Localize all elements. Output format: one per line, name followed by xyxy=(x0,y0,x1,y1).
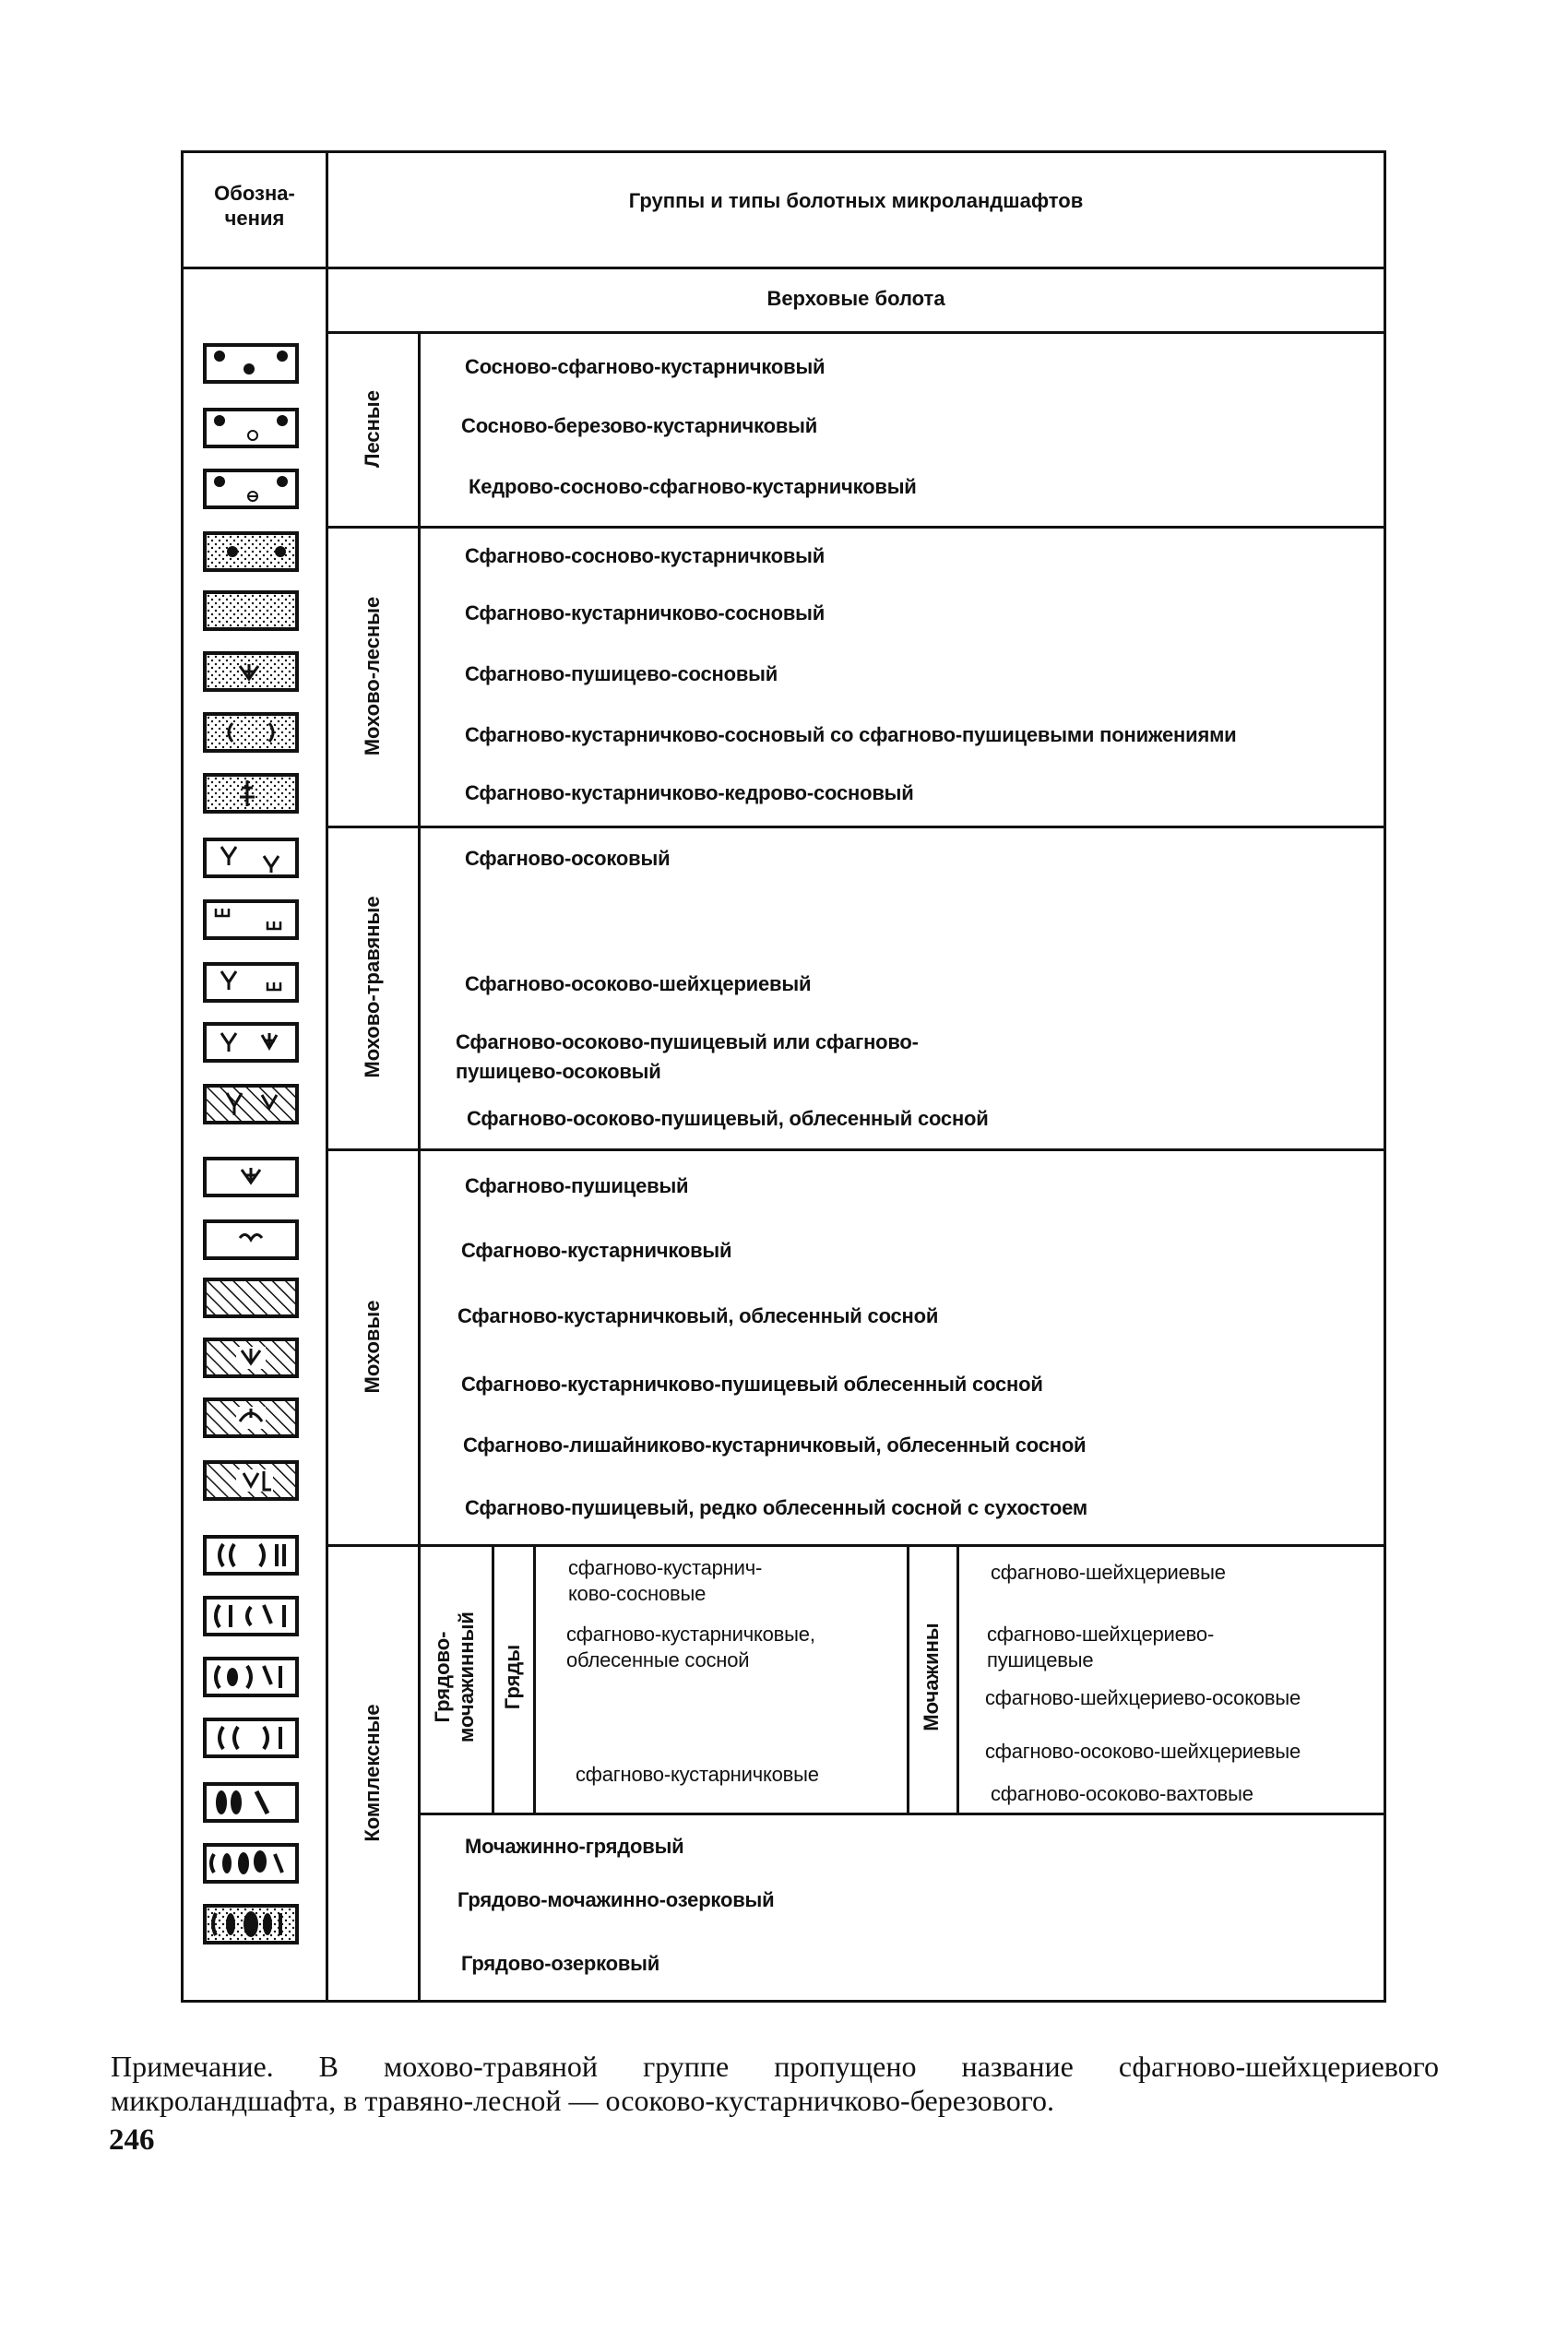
ridge-item: сфагново-кустарничковые xyxy=(576,1763,819,1786)
list-item: Грядово-мочажинно-озерковый xyxy=(457,1888,775,1911)
list-item: Сфагново-кустарничковый, облесенный сосной xyxy=(457,1304,939,1327)
ridges-label: Гряды xyxy=(501,1644,524,1710)
hollow-item: сфагново-осоково-вахтовые xyxy=(991,1782,1253,1805)
list-item: Сфагново-сосново-кустарничковый xyxy=(465,544,826,567)
list-item: Сфагново-осоково-пушицевый, облесенный сосной xyxy=(467,1107,989,1130)
hatched-dead-tree-symbol xyxy=(203,1460,299,1501)
group-label-moss: Моховые xyxy=(361,1300,384,1394)
hatched-symbol xyxy=(203,1278,299,1318)
list-item: Сфагново-осоково-пушицевый или сфагново- пушицево-осоковый xyxy=(456,1030,919,1083)
list-item: Сфагново-лишайниково-кустарничковый, облесенный сосной xyxy=(463,1433,1087,1457)
hatched-sedge-symbol xyxy=(203,1084,299,1124)
complex-symbol-2 xyxy=(203,1596,299,1636)
header-groups: Группы и типы болотных микроландшафтов xyxy=(628,189,1084,212)
list-item: Мочажинно-грядовый xyxy=(465,1835,684,1858)
group-label-moss-forest: Мохово-лесные xyxy=(361,596,384,756)
hollow-item: сфагново-осоково-шейхцериевые xyxy=(985,1740,1301,1763)
list-item: Кедрово-сосново-сфагново-кустарничковый xyxy=(469,475,917,498)
hollow-item: сфагново-шейхцериевые xyxy=(991,1561,1226,1584)
complex-symbol-7 xyxy=(203,1904,299,1944)
sedge-cottongrass-symbol xyxy=(203,1022,299,1063)
group-label-moss-grass: Мохово-травяные xyxy=(361,896,384,1078)
dots-circle-symbol xyxy=(203,408,299,448)
three-dots-symbol xyxy=(203,343,299,384)
list-item: Сфагново-пушицево-сосновый xyxy=(465,662,778,685)
hatched-cottongrass-symbol xyxy=(203,1338,299,1378)
section-title: Верховые болота xyxy=(766,287,945,310)
ridge-item: сфагново-кустарничковые, облесенные сосной xyxy=(566,1623,815,1671)
sub-label-ridge-hollow: Грядово- мочажинный xyxy=(431,1611,478,1742)
stipple-cedar-symbol xyxy=(203,773,299,814)
list-item: Сфагново-кустарничково-сосновый со сфагново-пушицевыми понижениями xyxy=(465,723,1237,746)
hatched-lichen-symbol xyxy=(203,1397,299,1438)
shrub-symbol xyxy=(203,1219,299,1260)
list-item: Сосново-березово-кустарничковый xyxy=(461,414,818,437)
list-item: Сфагново-пушицевый, редко облесенный сосной с сухостоем xyxy=(465,1496,1087,1519)
complex-symbol-1 xyxy=(203,1535,299,1576)
list-item: Сфагново-кустарничково-пушицевый облесенный сосной xyxy=(461,1373,1043,1396)
stipple-cottongrass-symbol xyxy=(203,651,299,692)
dots-theta-symbol xyxy=(203,469,299,509)
complex-symbol-6 xyxy=(203,1843,299,1884)
stipple-symbol xyxy=(203,590,299,631)
page-number: 246 xyxy=(109,2123,155,2157)
list-item: Сфагново-пушицевый xyxy=(465,1174,689,1197)
complex-symbol-4 xyxy=(203,1718,299,1758)
list-item: Сфагново-кустарничково-сосновый xyxy=(465,601,826,624)
sedge-scheuchzeria-symbol xyxy=(203,962,299,1003)
ridge-item: сфагново-кустарнич- ково-сосновые xyxy=(568,1556,763,1605)
hollows-label: Мочажины xyxy=(920,1623,943,1731)
footnote: Примечание. В мохово-травяной группе пропущено название сфагново-шейхцериевого микроландшафта, в травяно-лесной — осоково-кустарничково-березового. xyxy=(111,2050,1439,2117)
cottongrass-symbol xyxy=(203,1157,299,1197)
sedge-symbol xyxy=(203,838,299,878)
header-symbols: Обозна- чения xyxy=(214,182,295,230)
hollow-item: сфагново-шейхцериево-осоковые xyxy=(985,1686,1301,1709)
group-label-complex: Комплексные xyxy=(361,1704,384,1842)
stipple-dots-symbol xyxy=(203,531,299,572)
stipple-hollows-symbol xyxy=(203,712,299,753)
scheuchzeria-symbol xyxy=(203,899,299,940)
hollow-item: сфагново-шейхцериево- пушицевые xyxy=(987,1623,1215,1671)
group-label-forest: Лесные xyxy=(361,390,384,468)
complex-symbol-5 xyxy=(203,1782,299,1823)
list-item: Сфагново-осоково-шейхцериевый xyxy=(465,972,812,995)
list-item: Сфагново-осоковый xyxy=(465,847,671,870)
list-item: Грядово-озерковый xyxy=(461,1952,660,1975)
complex-symbol-3 xyxy=(203,1657,299,1697)
list-item: Сфагново-кустарничковый xyxy=(461,1239,732,1262)
list-item: Сфагново-кустарничково-кедрово-сосновый xyxy=(465,781,914,804)
list-item: Сосново-сфагново-кустарничковый xyxy=(465,355,826,378)
